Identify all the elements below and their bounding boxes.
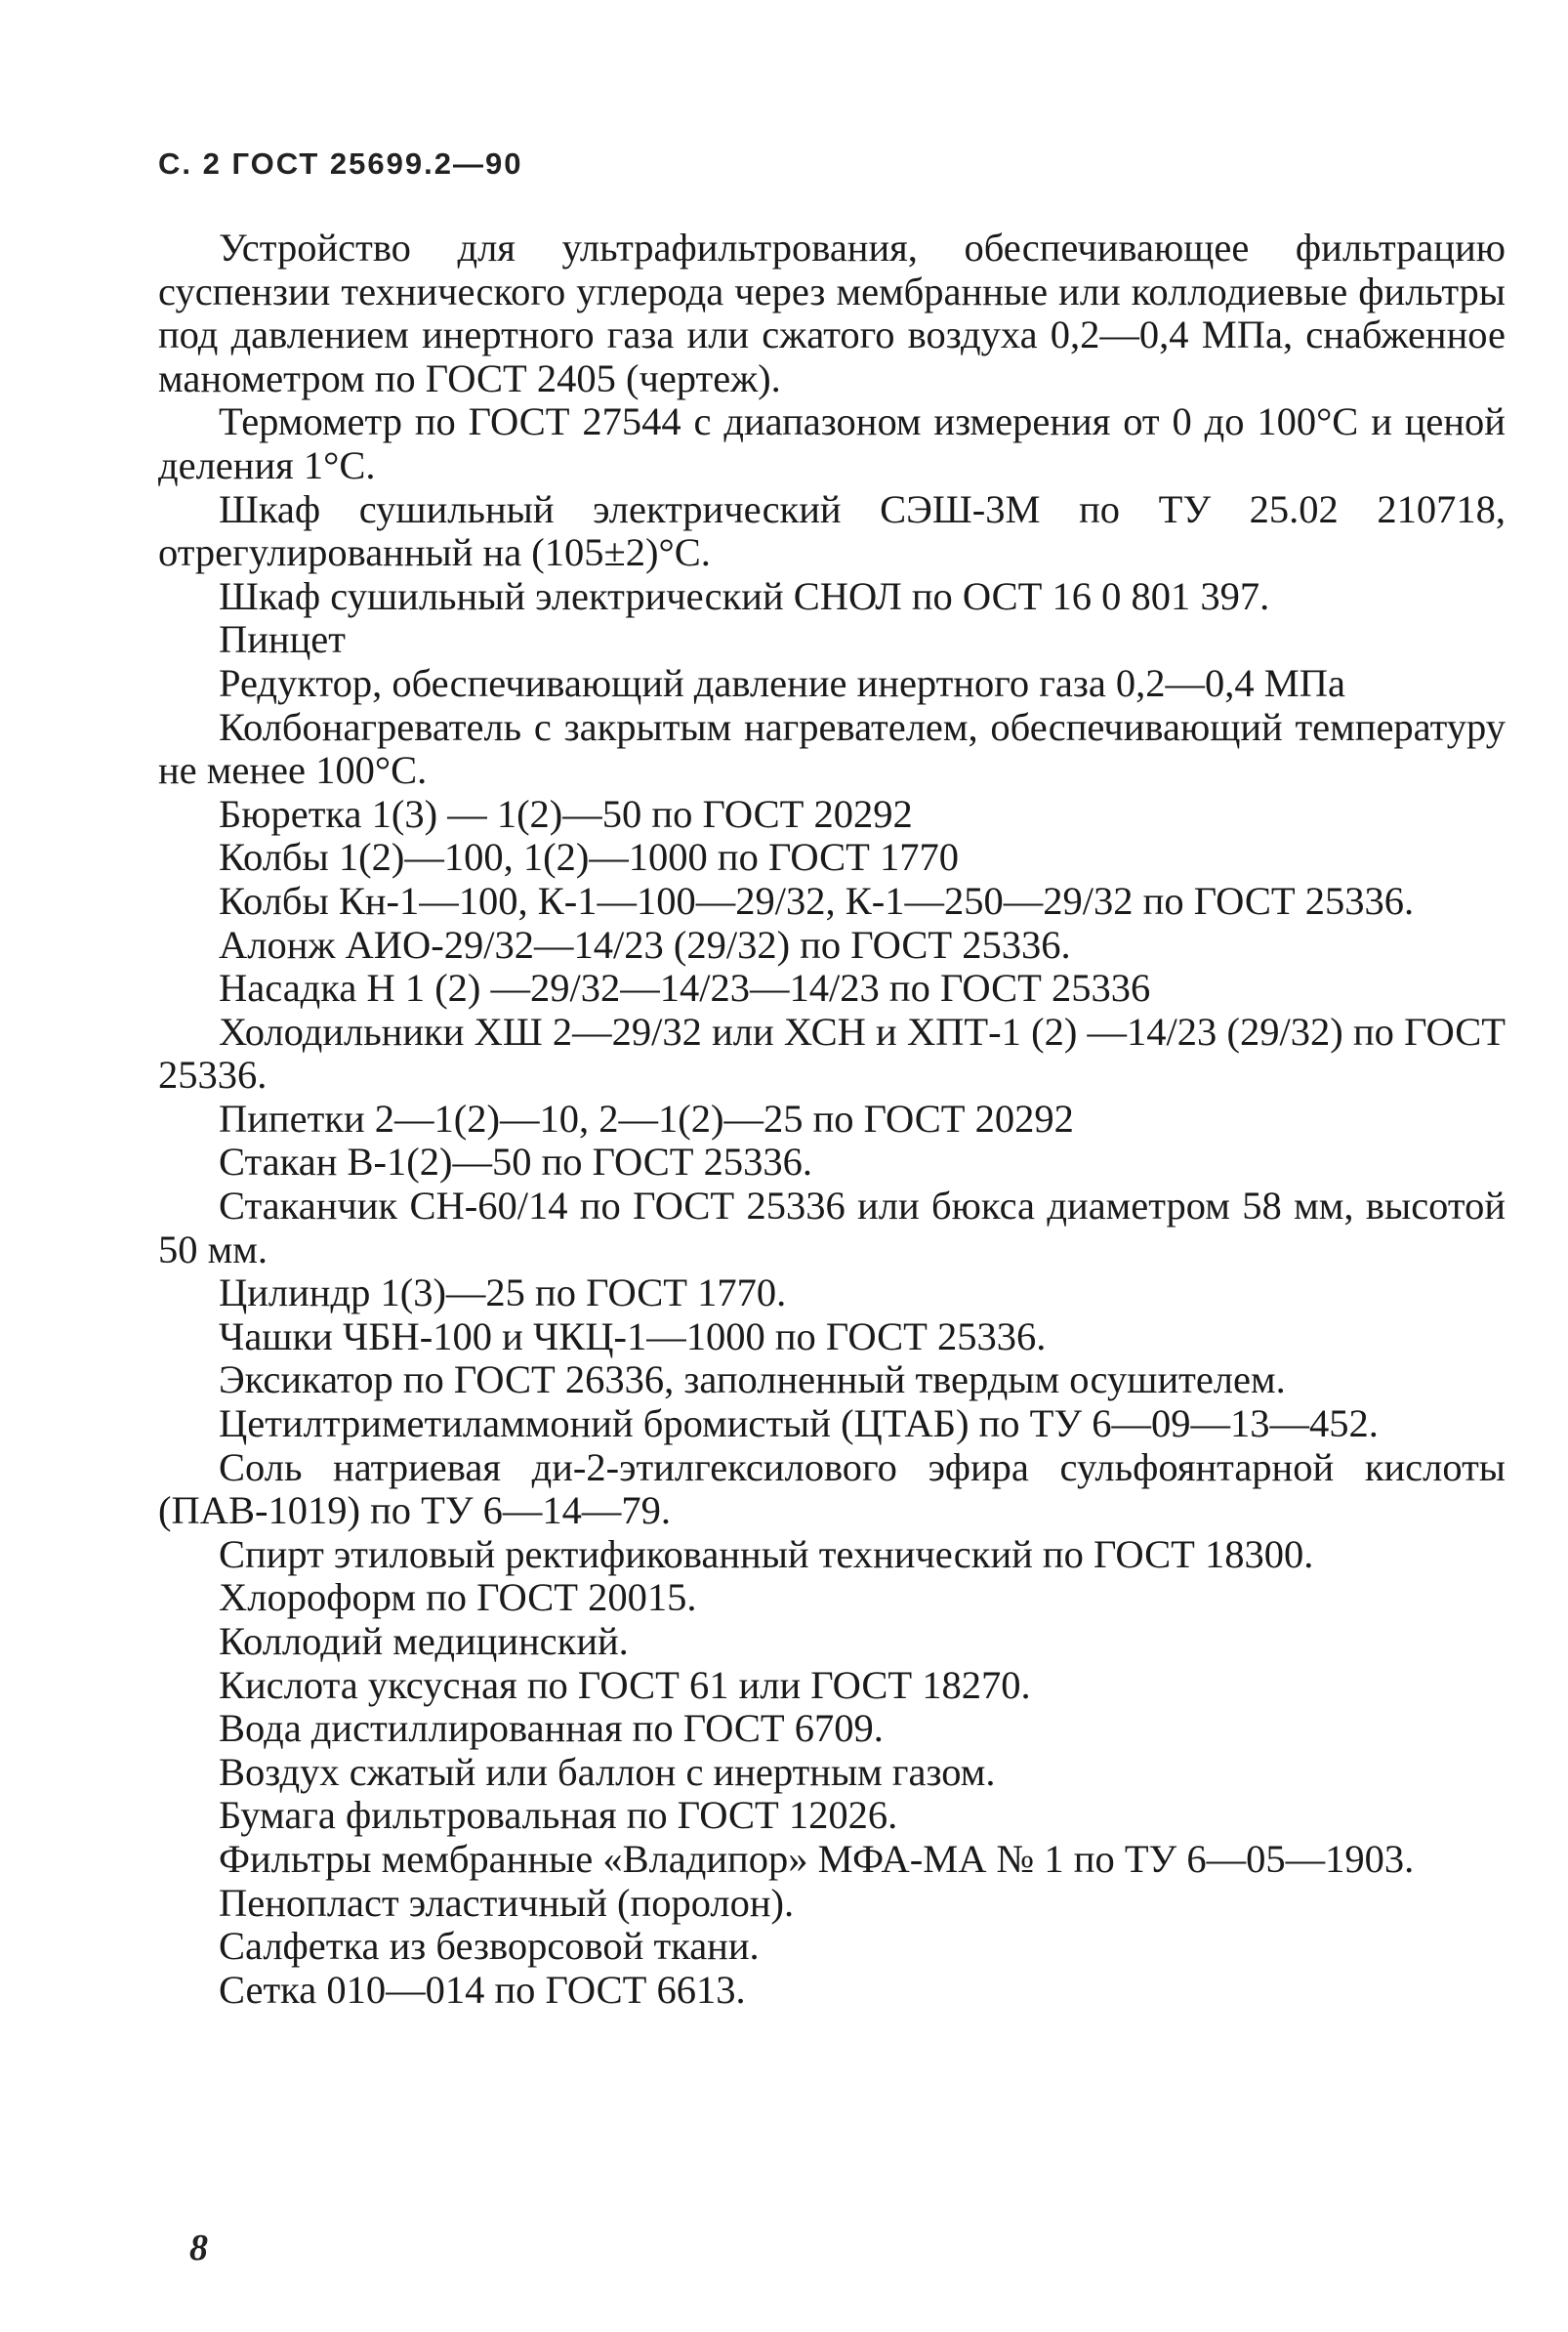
paragraph-filter-paper: Бумага фильтровальная по ГОСТ 12026. — [219, 1793, 898, 1838]
paragraph-desiccator: Эксикатор по ГОСТ 26336, заполненный твердым осушителем. — [219, 1357, 1286, 1402]
paragraph-membrane-filters: Фильтры мембранные «Владипор» МФА-МА № 1 по ТУ 6—05—1903. — [219, 1836, 1415, 1881]
paragraph-beaker: Стакан В-1(2)—50 по ГОСТ 25336. — [219, 1140, 813, 1185]
paragraph-dishes: Чашки ЧБН-100 и ЧКЦ-1—1000 по ГОСТ 25336. — [219, 1313, 1047, 1358]
paragraph-burette: Бюретка 1(3) — 1(2)—50 по ГОСТ 20292 — [219, 791, 913, 836]
paragraph-pipettes: Пипетки 2—1(2)—10, 2—1(2)—25 по ГОСТ 20292 — [219, 1096, 1074, 1141]
paragraph-tweezers: Пинцет — [219, 617, 346, 662]
paragraph-sieve: Сетка 010—014 по ГОСТ 6613. — [219, 1967, 746, 2012]
paragraph-ultrafiltration-device: Устройство для ультрафильтрования, обеспечивающее фильтрацию суспензии технического углерода через мембранные или коллодиевые фильтры под давлением инертного газа или сжатого воздуха 0,2—0,4 МПа, снабженное манометром по ГОСТ 2405 (чертеж). — [158, 226, 1506, 400]
paragraph-collodion: Коллодий медицинский. — [219, 1619, 629, 1663]
paragraph-flasks-1: Колбы 1(2)—100, 1(2)—1000 по ГОСТ 1770 — [219, 835, 960, 880]
paragraph-flasks-2: Колбы Кн-1—100, К-1—100—29/32, К-1—250—29/32 по ГОСТ 25336. — [219, 878, 1415, 923]
paragraph-alonge: Алонж АИО-29/32—14/23 (29/32) по ГОСТ 25336. — [219, 922, 1071, 967]
paragraph-ctab: Цетилтриметиламмоний бромистый (ЦТАБ) по ТУ 6—09—13—452. — [219, 1401, 1379, 1446]
document-body — [158, 227, 1506, 2012]
paragraph-weighing-bottle: Стаканчик СН-60/14 по ГОСТ 25336 или бюкса диаметром 58 мм, высотой 50 мм. — [158, 1184, 1506, 1271]
paragraph-chloroform: Хлороформ по ГОСТ 20015. — [219, 1575, 697, 1620]
paragraph-foam: Пенопласт эластичный (поролон). — [219, 1880, 795, 1925]
paragraph-flask-heater: Колбонагреватель с закрытым нагревателем, обеспечивающий температуру не менее 100°С. — [158, 704, 1506, 793]
page-header: С. 2 ГОСТ 25699.2—90 — [158, 146, 523, 181]
paragraph-reducer: Редуктор, обеспечивающий давление инертного газа 0,2—0,4 МПа — [219, 660, 1346, 705]
paragraph-thermometer: Термометр по ГОСТ 27544 с диапазоном измерения от 0 до 100°С и ценой деления 1°С. — [158, 399, 1506, 487]
paragraph-sodium-salt: Соль натриевая ди-2-этилгексилового эфира сульфоянтарной кислоты (ПАВ-1019) по ТУ 6—14—79. — [158, 1444, 1506, 1533]
paragraph-drying-cabinet-snol: Шкаф сушильный электрический СНОЛ по ОСТ 16 0 801 397. — [219, 573, 1270, 618]
paragraph-ethanol: Спирт этиловый ректификованный технический по ГОСТ 18300. — [219, 1531, 1314, 1576]
page-number: 8 — [189, 2228, 208, 2269]
paragraph-condensers: Холодильники ХШ 2—29/32 или ХСН и ХПТ-1 (2) —14/23 (29/32) по ГОСТ 25336. — [158, 1009, 1506, 1098]
paragraph-drying-cabinet-sesh: Шкаф сушильный электрический СЭШ-3М по ТУ 25.02 210718, отрегулированный на (105±2)°С. — [158, 486, 1506, 575]
paragraph-napkin: Салфетка из безворсовой ткани. — [219, 1924, 760, 1969]
paragraph-adapter: Насадка Н 1 (2) —29/32—14/23—14/23 по ГОСТ 25336 — [219, 966, 1151, 1011]
paragraph-cylinder: Цилиндр 1(3)—25 по ГОСТ 1770. — [219, 1270, 787, 1315]
paragraph-distilled-water: Вода дистиллированная по ГОСТ 6709. — [219, 1706, 884, 1751]
paragraph-compressed-air: Воздух сжатый или баллон с инертным газом. — [219, 1749, 996, 1794]
paragraph-acetic-acid: Кислота уксусная по ГОСТ 61 или ГОСТ 18270. — [219, 1662, 1031, 1707]
